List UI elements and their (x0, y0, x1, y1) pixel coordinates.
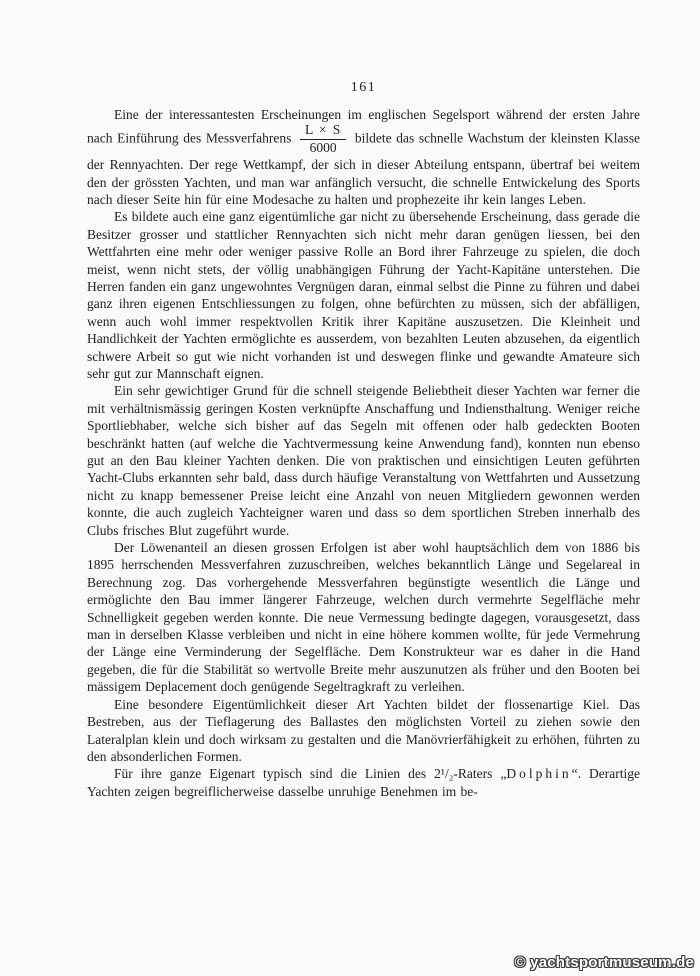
paragraph-2: Es bildete auch eine ganz eigentümliche gar nicht zu übersehende Erscheinung, dass gerade die Besitzer grosser und stattlicher Rennyachten sich nicht mehr daran genügen liessen, bei den Wettfahrten eine mehr oder weniger passive Rolle an Bord ihrer Fahrzeuge zu spielen, die doch meist, wenn nicht stets, der völlig unabhängigen Führung der Yacht-Kapitäne unterstehen. Die Herren fanden ein ganz ungewohntes Vergnügen daran, einmal selbst die Pinne zu führen und dabei ganz ihren eigenen Entschliessungen zu folgen, ohne befürchten zu müssen, sich der abfälligen, wenn auch wohl immer respektvollen Kritik ihrer Kapitäne auszusetzen. Die Kleinheit und Handlichkeit der Yachten ermöglichte es ausserdem, von bezahlten Leuten abzusehen, da eigentlich schwere Arbeit so gut wie nicht vorhanden ist und deswegen flinke und gewandte Amateure sich sehr gut zur Mannschaft eignen. (87, 209, 640, 381)
measurement-formula (300, 123, 346, 156)
paragraph-4: Der Löwenanteil an diesen grossen Erfolgen ist aber wohl hauptsächlich dem von 1886 bis 1895 herrschenden Messverfahren zuzuschreiben, welches bekanntlich Länge und Segelareal in Berechnung zog. Das vorhergehende Messverfahren begünstigte wesentlich die Länge und ermöglichte den Bau immer längerer Fahrzeuge, welchen durch vermehrte Segelfläche mehr Schnelligkeit gegeben werden konnte. Die neue Vermessung bedingte dagegen, vorausgesetzt, dass man in derselben Klasse verbleiben und nicht in eine höhere kommen wollte, für jede Vermehrung der Länge eine Verminderung der Segelfläche. Dem Konstrukteur war es daher in die Hand gegeben, die für die Stabilität so wertvolle Breite mehr auszunutzen als früher und den Booten bei mässigem Deplacement doch genügende Segeltragkraft zu verleihen. (87, 540, 640, 695)
formula-numerator: L × S (300, 123, 346, 140)
paragraph-1-text-after-formula: bildete das schnelle Wachstum der kleinsten Klasse der Rennyachten. Der rege Wettkampf, der sich in dieser Abteilung entspann, übertraf bei weitem den der grössten Yachten, und man war anfänglich versucht, die schnelle Entwickelung des Sports nach dieser Seite hin für eine Modesache zu halten und prophezeite ihr kein langes Leben. (87, 130, 640, 207)
page-number: 161 (350, 80, 377, 95)
paragraph-3: Ein sehr gewichtiger Grund für die schnell steigende Beliebtheit dieser Yachten war ferner die mit verhältnismässig geringen Kosten verknüpfte Anschaffung und Indiensthaltung. Weniger reiche Sportliebhaber, welche sich bisher auf das Segeln mit offenen oder halb gedeckten Booten beschränkt hatten (auf welche die Yachtvermessung keine Anwendung fand), konnten nun ebenso gut an den Bau kleiner Yachten denken. Die von praktischen und einsichtigen Leuten geführten Yacht-Clubs erkannten sehr bald, dass durch häufige Veranstaltung von Wettfahrten und Aussetzung nicht zu knapp bemessener Preise leicht eine Anzahl von neuen Mitgliedern gewonnen werden konnte, die auch zugleich Yachteigner waren und dass so dem sportlichen Streben innerhalb des Clubs frisches Blut zugeführt wurde. (87, 383, 640, 538)
paragraph-6-text-after-yacht-name: “. Derartige Yachten zeigen begreiflicherweise dasselbe unruhige Benehmen im be- (87, 766, 641, 799)
paragraph-5: Eine besondere Eigentümlichkeit dieser Art Yachten bildet der flossenartige Kiel. Das Bestreben, aus der Tieflagerung des Ballastes den möglichsten Vorteil zu ziehen sowie den Lateralplan klein und doch wirksam zu gestalten und die Manövrierfähigkeit zu erhöhen, führten zu den absonderlichen Formen. (87, 696, 640, 764)
paragraph-6 (87, 765, 640, 800)
yacht-name-dolphin: Dolphin (506, 766, 572, 782)
formula-denominator: 6000 (309, 140, 337, 156)
text-block (87, 106, 640, 800)
paragraph-1-text-before-formula: Eine der interessantesten Erscheinungen im englischen Segelsport während der ersten Jahre nach Einführung des Messverfahrens (87, 107, 640, 146)
paragraph-6-text-before-yacht-name: Für ihre ganze Eigenart typisch sind die Linien des 2¹/₂-Raters „ (114, 766, 507, 782)
watermark: © yachtsportmuseum.de (514, 954, 694, 971)
paragraph-1 (87, 106, 640, 208)
